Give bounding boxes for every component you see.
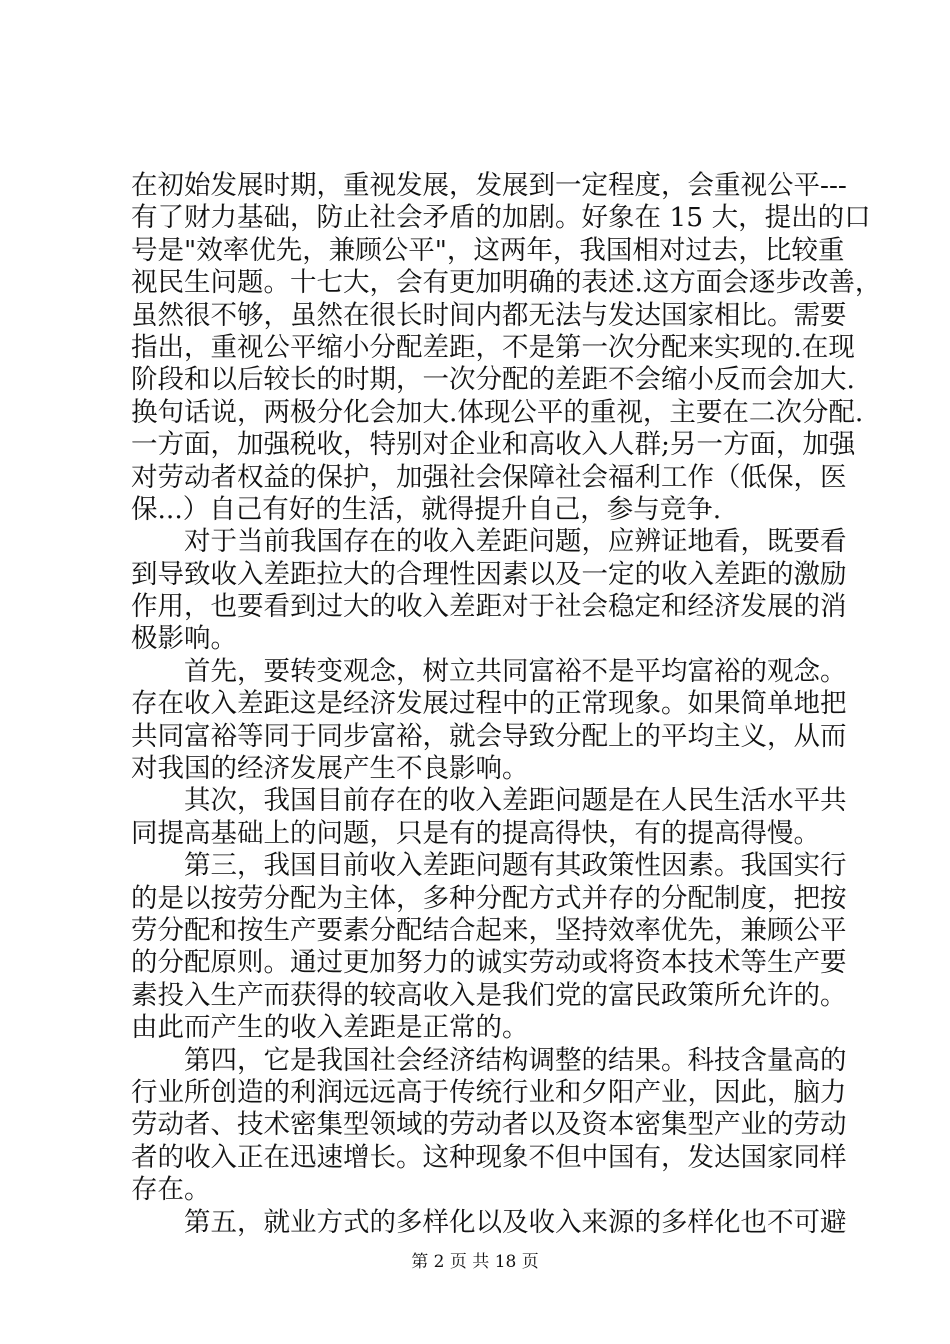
text-line: 对我国的经济发展产生不良影响。 [131, 753, 529, 785]
text-line: 号是"效率优先，兼顾公平"，这两年，我国相对过去，比较重 [131, 234, 845, 266]
text-line: 阶段和以后较长的时期，一次分配的差距不会缩小反而会加大. [131, 364, 855, 396]
text-line: 劳动者、技术密集型领域的劳动者以及资本密集型产业的劳动 [131, 1109, 847, 1141]
text-line: 素投入生产而获得的较高收入是我们党的富民政策所允许的。 [131, 979, 847, 1011]
text-line: 到导致收入差距拉大的合理性因素以及一定的收入差距的激励 [131, 558, 847, 590]
text-line: 同提高基础上的问题，只是有的提高得快，有的提高得慢。 [131, 817, 820, 849]
text-line: 在初始发展时期，重视发展，发展到一定程度，会重视公平--- [131, 170, 847, 201]
text-line: 由此而产生的收入差距是正常的。 [131, 1012, 529, 1044]
text-line: 虽然很不够，虽然在很长时间内都无法与发达国家相比。需要 [131, 299, 847, 331]
text-line: 共同富裕等同于同步富裕，就会导致分配上的平均主义，从而 [131, 720, 847, 752]
text-line: 存在。 [131, 1174, 211, 1206]
page-number-footer: 第 2 页 共 18 页 [411, 1252, 539, 1272]
text-line: 存在收入差距这是经济发展过程中的正常现象。如果简单地把 [131, 688, 847, 720]
text-line: 有了财力基础，防止社会矛盾的加剧。好象在 15 大，提出的口 [131, 202, 871, 234]
text-line: 保...）自己有好的生活，就得提升自己，参与竞争. [131, 493, 722, 525]
text-line: 其次，我国目前存在的收入差距问题是在人民生活水平共 [131, 785, 847, 817]
text-line: 作用，也要看到过大的收入差距对于社会稳定和经济发展的消 [131, 591, 847, 623]
text-line: 第四，它是我国社会经济结构调整的结果。科技含量高的 [131, 1044, 847, 1076]
text-line: 者的收入正在迅速增长。这种现象不但中国有，发达国家同样 [131, 1141, 847, 1173]
text-line: 行业所创造的利润远远高于传统行业和夕阳产业，因此，脑力 [131, 1076, 847, 1108]
text-line: 一方面，加强税收，特别对企业和高收入人群;另一方面，加强 [131, 429, 856, 461]
text-line: 视民生问题。十七大，会有更加明确的表述.这方面会逐步改善， [131, 267, 882, 299]
text-line: 对劳动者权益的保护，加强社会保障社会福利工作（低保，医 [131, 461, 847, 493]
text-line: 换句话说，两极分化会加大.体现公平的重视，主要在二次分配. [131, 396, 864, 428]
text-line: 第五，就业方式的多样化以及收入来源的多样化也不可避 [131, 1206, 847, 1238]
text-line: 极影响。 [131, 623, 237, 655]
body-text [131, 170, 882, 1239]
text-line: 的分配原则。通过更加努力的诚实劳动或将资本技术等生产要 [131, 947, 847, 979]
text-line: 对于当前我国存在的收入差距问题，应辨证地看，既要看 [131, 526, 847, 558]
text-line: 指出，重视公平缩小分配差距，不是第一次分配来实现的.在现 [131, 331, 855, 363]
text-line: 的是以按劳分配为主体，多种分配方式并存的分配制度，把按 [131, 882, 847, 914]
text-line: 第三，我国目前收入差距问题有其政策性因素。我国实行 [131, 850, 847, 882]
text-line: 劳分配和按生产要素分配结合起来，坚持效率优先，兼顾公平 [131, 914, 847, 946]
text-line: 首先，要转变观念，树立共同富裕不是平均富裕的观念。 [131, 655, 847, 687]
